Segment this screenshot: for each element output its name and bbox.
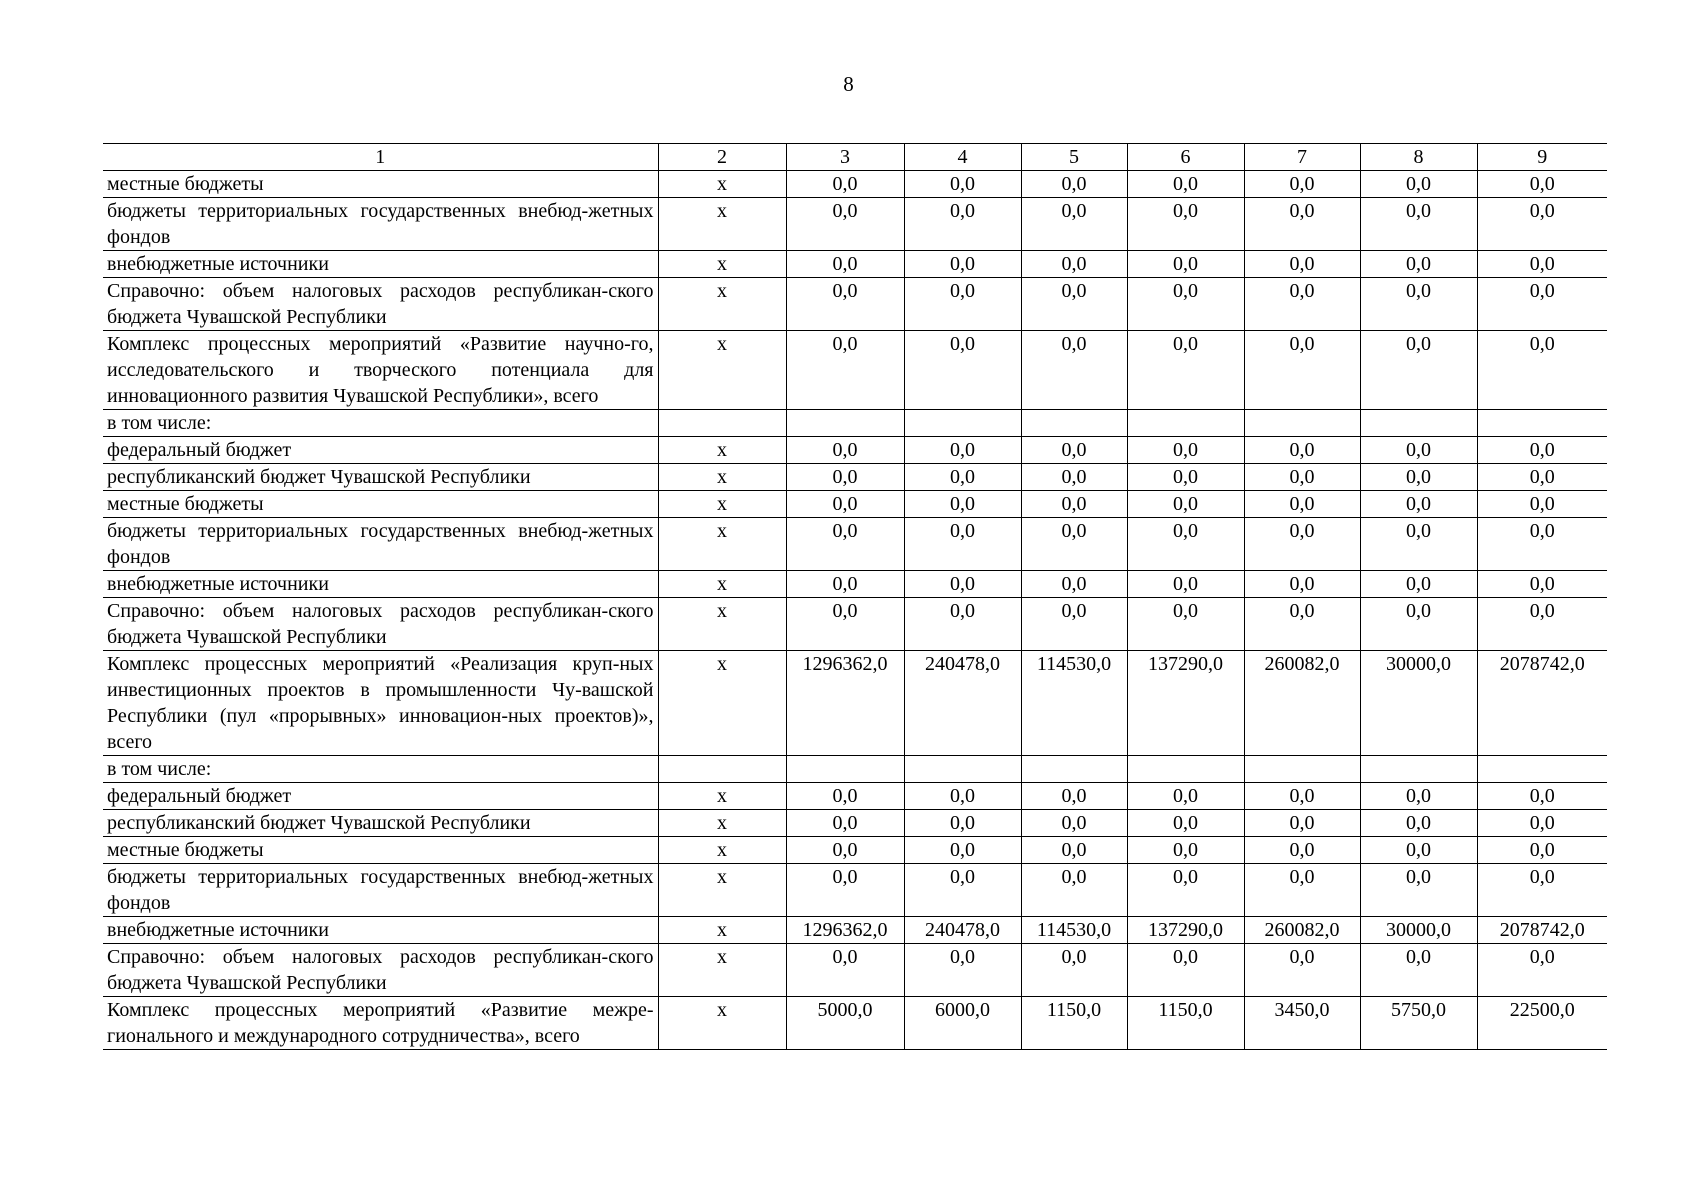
table-row [103, 171, 1607, 198]
value-cell: 1296362,0 [786, 917, 904, 944]
row-name-cell: Справочно: объем налоговых расходов республикан-ского бюджета Чувашской Республики [103, 278, 658, 331]
value-cell: 0,0 [904, 331, 1021, 410]
value-cell: 0,0 [1127, 251, 1244, 278]
value-cell: 0,0 [786, 464, 904, 491]
value-cell: 0,0 [1127, 783, 1244, 810]
value-cell: 0,0 [904, 944, 1021, 997]
value-cell [1127, 410, 1244, 437]
column-2-cell: х [658, 783, 786, 810]
header-cell: 4 [904, 144, 1021, 171]
row-name-cell: республиканский бюджет Чувашской Республики [103, 810, 658, 837]
column-2-cell: х [658, 198, 786, 251]
value-cell: 0,0 [1477, 810, 1607, 837]
value-cell: 0,0 [1127, 278, 1244, 331]
value-cell: 0,0 [1360, 464, 1477, 491]
column-2-cell: х [658, 278, 786, 331]
column-2-cell: х [658, 331, 786, 410]
table-row [103, 944, 1607, 997]
value-cell: 0,0 [1477, 437, 1607, 464]
value-cell [1360, 756, 1477, 783]
value-cell: 0,0 [1127, 518, 1244, 571]
value-cell: 0,0 [1127, 171, 1244, 198]
value-cell: 0,0 [1021, 464, 1127, 491]
table-row [103, 651, 1607, 756]
value-cell [786, 756, 904, 783]
table-row [103, 997, 1607, 1050]
value-cell: 0,0 [1477, 837, 1607, 864]
value-cell: 0,0 [1127, 437, 1244, 464]
table-row [103, 518, 1607, 571]
table-row [103, 251, 1607, 278]
row-name-cell: внебюджетные источники [103, 251, 658, 278]
value-cell: 260082,0 [1244, 917, 1360, 944]
value-cell: 1150,0 [1127, 997, 1244, 1050]
column-2-cell: х [658, 917, 786, 944]
row-name-cell: Справочно: объем налоговых расходов республикан-ского бюджета Чувашской Республики [103, 944, 658, 997]
value-cell: 0,0 [1360, 810, 1477, 837]
table-row [103, 491, 1607, 518]
value-cell [1244, 756, 1360, 783]
value-cell: 0,0 [786, 331, 904, 410]
column-2-cell [658, 410, 786, 437]
value-cell: 1296362,0 [786, 651, 904, 756]
value-cell: 0,0 [1127, 198, 1244, 251]
value-cell: 0,0 [1360, 491, 1477, 518]
value-cell: 0,0 [904, 464, 1021, 491]
value-cell: 0,0 [904, 171, 1021, 198]
column-2-cell: х [658, 491, 786, 518]
value-cell: 3450,0 [1244, 997, 1360, 1050]
value-cell: 0,0 [1021, 783, 1127, 810]
table-row [103, 278, 1607, 331]
value-cell: 0,0 [904, 837, 1021, 864]
value-cell: 240478,0 [904, 651, 1021, 756]
value-cell: 0,0 [1127, 571, 1244, 598]
column-2-cell: х [658, 518, 786, 571]
row-name-cell: бюджеты территориальных государственных внебюд-жетных фондов [103, 198, 658, 251]
value-cell: 0,0 [1360, 944, 1477, 997]
value-cell: 0,0 [786, 278, 904, 331]
value-cell: 0,0 [1244, 437, 1360, 464]
value-cell: 0,0 [1021, 944, 1127, 997]
value-cell: 0,0 [1244, 331, 1360, 410]
column-2-cell: х [658, 997, 786, 1050]
value-cell: 0,0 [1360, 331, 1477, 410]
value-cell: 0,0 [904, 198, 1021, 251]
column-2-cell: х [658, 571, 786, 598]
value-cell: 0,0 [1360, 437, 1477, 464]
subheading-cell: в том числе: [103, 756, 658, 783]
value-cell: 0,0 [1021, 331, 1127, 410]
value-cell: 0,0 [786, 198, 904, 251]
value-cell: 0,0 [786, 944, 904, 997]
value-cell: 0,0 [1477, 571, 1607, 598]
table-row [103, 410, 1607, 437]
value-cell: 0,0 [786, 491, 904, 518]
value-cell: 0,0 [1477, 944, 1607, 997]
value-cell: 0,0 [1021, 251, 1127, 278]
value-cell: 0,0 [1477, 331, 1607, 410]
value-cell: 0,0 [1360, 278, 1477, 331]
budget-table [103, 143, 1607, 1050]
value-cell: 0,0 [1360, 837, 1477, 864]
value-cell: 5000,0 [786, 997, 904, 1050]
table-row [103, 864, 1607, 917]
value-cell: 0,0 [786, 864, 904, 917]
value-cell: 0,0 [904, 437, 1021, 464]
value-cell: 0,0 [786, 437, 904, 464]
value-cell: 0,0 [904, 571, 1021, 598]
value-cell: 240478,0 [904, 917, 1021, 944]
value-cell: 2078742,0 [1477, 651, 1607, 756]
table-row [103, 917, 1607, 944]
value-cell: 0,0 [904, 518, 1021, 571]
row-name-cell: местные бюджеты [103, 837, 658, 864]
value-cell: 0,0 [1244, 491, 1360, 518]
value-cell: 0,0 [1244, 864, 1360, 917]
value-cell: 0,0 [1244, 198, 1360, 251]
value-cell: 0,0 [1360, 783, 1477, 810]
value-cell: 0,0 [1477, 171, 1607, 198]
page-number: 8 [843, 72, 854, 96]
row-name-cell: Комплекс процессных мероприятий «Развитие межре-гионального и международного сотрудничества», всего [103, 997, 658, 1050]
value-cell: 0,0 [1360, 171, 1477, 198]
value-cell: 137290,0 [1127, 917, 1244, 944]
table-row [103, 783, 1607, 810]
row-name-cell: федеральный бюджет [103, 437, 658, 464]
column-2-cell: х [658, 437, 786, 464]
table-row [103, 837, 1607, 864]
value-cell: 0,0 [904, 810, 1021, 837]
value-cell: 0,0 [1477, 198, 1607, 251]
value-cell: 0,0 [786, 837, 904, 864]
value-cell: 114530,0 [1021, 651, 1127, 756]
header-cell: 6 [1127, 144, 1244, 171]
row-name-cell: местные бюджеты [103, 491, 658, 518]
row-name-cell: внебюджетные источники [103, 571, 658, 598]
column-2-cell: х [658, 864, 786, 917]
header-cell: 3 [786, 144, 904, 171]
value-cell: 0,0 [1021, 278, 1127, 331]
value-cell: 0,0 [904, 864, 1021, 917]
row-name-cell: внебюджетные источники [103, 917, 658, 944]
header-cell: 8 [1360, 144, 1477, 171]
value-cell: 0,0 [904, 598, 1021, 651]
value-cell: 0,0 [904, 491, 1021, 518]
value-cell: 0,0 [1244, 598, 1360, 651]
value-cell: 0,0 [1360, 198, 1477, 251]
header-cell: 9 [1477, 144, 1607, 171]
value-cell: 0,0 [1021, 171, 1127, 198]
value-cell: 0,0 [1477, 864, 1607, 917]
value-cell: 0,0 [1360, 251, 1477, 278]
value-cell: 0,0 [1477, 278, 1607, 331]
row-name-cell: республиканский бюджет Чувашской Республики [103, 464, 658, 491]
table-row [103, 198, 1607, 251]
value-cell [1244, 410, 1360, 437]
value-cell: 1150,0 [1021, 997, 1127, 1050]
column-2-cell: х [658, 944, 786, 997]
value-cell: 260082,0 [1244, 651, 1360, 756]
row-name-cell: Справочно: объем налоговых расходов республикан-ского бюджета Чувашской Республики [103, 598, 658, 651]
value-cell: 0,0 [1127, 864, 1244, 917]
column-2-cell: х [658, 464, 786, 491]
value-cell: 0,0 [1244, 518, 1360, 571]
header-cell: 5 [1021, 144, 1127, 171]
table-row [103, 598, 1607, 651]
value-cell: 5750,0 [1360, 997, 1477, 1050]
value-cell: 0,0 [1127, 331, 1244, 410]
value-cell: 0,0 [1477, 491, 1607, 518]
value-cell: 0,0 [1244, 571, 1360, 598]
value-cell: 0,0 [1021, 437, 1127, 464]
table-row [103, 464, 1607, 491]
table-row [103, 437, 1607, 464]
value-cell: 0,0 [1127, 944, 1244, 997]
value-cell: 22500,0 [1477, 997, 1607, 1050]
value-cell: 0,0 [904, 251, 1021, 278]
row-name-cell: бюджеты территориальных государственных внебюд-жетных фондов [103, 864, 658, 917]
value-cell: 30000,0 [1360, 651, 1477, 756]
value-cell: 0,0 [1244, 278, 1360, 331]
header-cell: 2 [658, 144, 786, 171]
row-name-cell: Комплекс процессных мероприятий «Реализация круп-ных инвестиционных проектов в промышленности Чу-вашской Республики (пул «прорывных» инновацион-ных проектов)», всего [103, 651, 658, 756]
value-cell: 137290,0 [1127, 651, 1244, 756]
value-cell: 0,0 [786, 598, 904, 651]
value-cell: 0,0 [786, 171, 904, 198]
value-cell [1021, 756, 1127, 783]
value-cell: 114530,0 [1021, 917, 1127, 944]
column-2-cell: х [658, 171, 786, 198]
value-cell: 0,0 [904, 278, 1021, 331]
value-cell [1360, 410, 1477, 437]
value-cell: 2078742,0 [1477, 917, 1607, 944]
column-2-cell: х [658, 651, 786, 756]
value-cell: 0,0 [1360, 598, 1477, 651]
value-cell [786, 410, 904, 437]
value-cell: 30000,0 [1360, 917, 1477, 944]
value-cell [1127, 756, 1244, 783]
value-cell: 0,0 [786, 571, 904, 598]
header-row [103, 144, 1607, 171]
value-cell: 0,0 [786, 251, 904, 278]
row-name-cell: местные бюджеты [103, 171, 658, 198]
value-cell: 0,0 [786, 518, 904, 571]
value-cell: 0,0 [1244, 944, 1360, 997]
value-cell: 0,0 [1021, 198, 1127, 251]
value-cell: 0,0 [1021, 491, 1127, 518]
value-cell: 0,0 [1021, 864, 1127, 917]
value-cell: 0,0 [1244, 464, 1360, 491]
column-2-cell: х [658, 837, 786, 864]
value-cell: 0,0 [1244, 810, 1360, 837]
value-cell: 0,0 [1244, 251, 1360, 278]
value-cell: 0,0 [786, 783, 904, 810]
value-cell: 0,0 [1244, 783, 1360, 810]
column-2-cell [658, 756, 786, 783]
value-cell: 0,0 [786, 810, 904, 837]
value-cell [1477, 410, 1607, 437]
column-2-cell: х [658, 810, 786, 837]
value-cell [904, 756, 1021, 783]
header-cell: 1 [103, 144, 658, 171]
row-name-cell: бюджеты территориальных государственных внебюд-жетных фондов [103, 518, 658, 571]
value-cell: 0,0 [1477, 783, 1607, 810]
value-cell [904, 410, 1021, 437]
header-cell: 7 [1244, 144, 1360, 171]
value-cell [1477, 756, 1607, 783]
value-cell: 0,0 [1477, 518, 1607, 571]
value-cell: 0,0 [1021, 518, 1127, 571]
column-2-cell: х [658, 251, 786, 278]
table-row [103, 331, 1607, 410]
table-row [103, 571, 1607, 598]
row-name-cell: Комплекс процессных мероприятий «Развитие научно-го, исследовательского и творческого потенциала для инновационного развития Чувашской Республики», всего [103, 331, 658, 410]
table-row [103, 756, 1607, 783]
value-cell: 0,0 [1477, 464, 1607, 491]
value-cell: 0,0 [1021, 598, 1127, 651]
value-cell: 0,0 [1360, 864, 1477, 917]
value-cell: 0,0 [1021, 810, 1127, 837]
value-cell: 0,0 [1360, 518, 1477, 571]
value-cell: 6000,0 [904, 997, 1021, 1050]
value-cell: 0,0 [1127, 598, 1244, 651]
value-cell: 0,0 [1127, 837, 1244, 864]
value-cell: 0,0 [1127, 464, 1244, 491]
value-cell: 0,0 [1127, 810, 1244, 837]
value-cell: 0,0 [904, 783, 1021, 810]
row-name-cell: федеральный бюджет [103, 783, 658, 810]
value-cell [1021, 410, 1127, 437]
value-cell: 0,0 [1244, 837, 1360, 864]
value-cell: 0,0 [1477, 598, 1607, 651]
value-cell: 0,0 [1244, 171, 1360, 198]
value-cell: 0,0 [1127, 491, 1244, 518]
column-2-cell: х [658, 598, 786, 651]
subheading-cell: в том числе: [103, 410, 658, 437]
value-cell: 0,0 [1021, 837, 1127, 864]
value-cell: 0,0 [1360, 571, 1477, 598]
value-cell: 0,0 [1021, 571, 1127, 598]
table-row [103, 810, 1607, 837]
value-cell: 0,0 [1477, 251, 1607, 278]
